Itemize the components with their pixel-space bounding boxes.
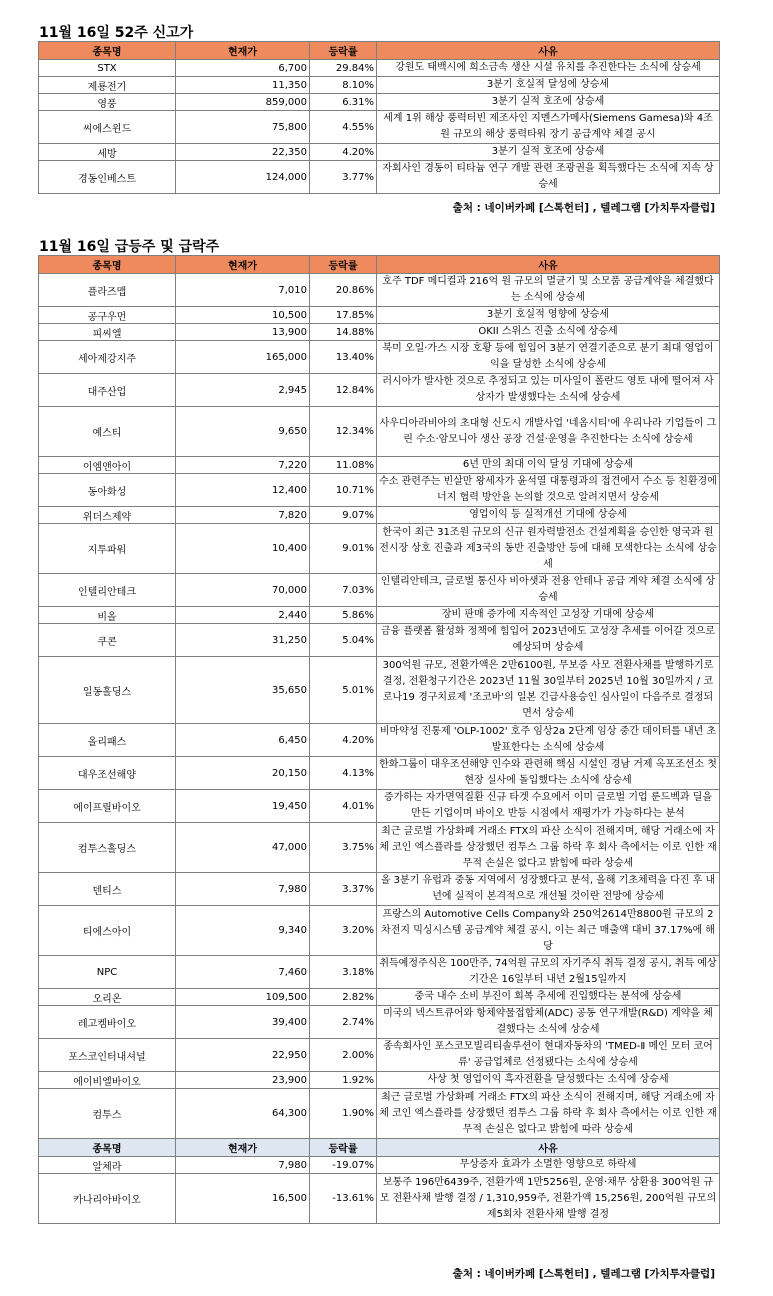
table-row: [39, 474, 720, 507]
table-row: [39, 624, 720, 657]
table-row: [39, 407, 720, 457]
table-row: [39, 757, 720, 790]
change-rate: 3.77%: [310, 161, 377, 194]
header-price: 현재가: [176, 1139, 310, 1157]
current-price: 7,220: [176, 457, 310, 474]
stock-name: 비올: [39, 607, 176, 624]
header-price: 현재가: [176, 42, 310, 60]
reason-text: 3분기 호실적 영향에 상승세: [377, 307, 720, 324]
table-row: [39, 906, 720, 956]
stock-name: STX: [39, 60, 176, 77]
header-reason: 사유: [377, 42, 720, 60]
table-row: [39, 341, 720, 374]
reason-text: 장비 판매 증가에 지속적인 고성장 기대에 상승세: [377, 607, 720, 624]
reason-text: 3분기 실적 호조에 상승세: [377, 144, 720, 161]
header-price: 현재가: [176, 256, 310, 274]
current-price: 16,500: [176, 1174, 310, 1224]
change-rate: 4.55%: [310, 111, 377, 144]
current-price: 19,450: [176, 790, 310, 823]
current-price: 31,250: [176, 624, 310, 657]
table-row: [39, 77, 720, 94]
change-rate: 29.84%: [310, 60, 377, 77]
table-row: [39, 507, 720, 524]
stock-name: NPC: [39, 956, 176, 989]
table-row: [39, 724, 720, 757]
table-row: [39, 1072, 720, 1089]
reason-text: 300억원 규모, 전환가액은 2만6100원, 무보증 사모 전환사채를 발행하기로 결정, 전환청구기간은 2023년 11월 30일부터 2025년 10월 30일까지 / 코로나19 경구치료제 '조코바'의 일본 긴급사용승인 심사일이 다음주로 결정되면서 상승세: [377, 657, 720, 724]
table-row: [39, 524, 720, 574]
table-row: [39, 989, 720, 1006]
current-price: 109,500: [176, 989, 310, 1006]
stock-name: 공구우먼: [39, 307, 176, 324]
change-rate: 9.01%: [310, 524, 377, 574]
reason-text: 세계 1위 해상 풍력터빈 제조사인 지멘스가메사(Siemens Gamesa)와 4조원 규모의 해상 풍력타워 장기 공급계약 체결 공시: [377, 111, 720, 144]
reason-text: 수소 관련주는 빈살만 왕세자가 윤석열 대통령과의 접견에서 수소 등 친환경에너지 협력 방안을 논의할 것으로 알려지면서 상승세: [377, 474, 720, 507]
current-price: 2,440: [176, 607, 310, 624]
stock-name: 위더스제약: [39, 507, 176, 524]
change-rate: 8.10%: [310, 77, 377, 94]
current-price: 39,400: [176, 1006, 310, 1039]
reason-text: 한국이 최근 31조원 규모의 신규 원자력발전소 건설계획을 승인한 영국과 원전시장 상호 진출과 제3국의 동반 진출방안 등에 대해 모색한다는 소식에 상승세: [377, 524, 720, 574]
stock-name: 쿠콘: [39, 624, 176, 657]
table-row: [39, 1006, 720, 1039]
table-row: [39, 374, 720, 407]
stock-name: 컴투스: [39, 1089, 176, 1139]
change-rate: 3.37%: [310, 873, 377, 906]
current-price: 35,650: [176, 657, 310, 724]
reason-text: 프랑스의 Automotive Cells Company와 250억2614만8800원 규모의 2차전지 믹싱시스템 공급계약 체결 공시, 이는 최근 매출액 대비 37.17%에 해당: [377, 906, 720, 956]
reason-text: 북미 오일·가스 시장 호황 등에 힘입어 3분기 연결기준으로 분기 최대 영업이익을 달성한 소식에 상승세: [377, 341, 720, 374]
reason-text: 호주 TDF 메디컬과 216억 원 규모의 멸균기 및 소모품 공급계약을 체결했다는 소식에 상승세: [377, 274, 720, 307]
reason-text: 최근 글로벌 가상화폐 거래소 FTX의 파산 소식이 전해지며, 해당 거래소에 자체 코인 엑스플라를 상장했던 컴투스 그룹 하락 후 회사 측에서는 이로 인한 재무적 손실은 없다고 밝힘에 따라 상승세: [377, 1089, 720, 1139]
change-rate: 4.13%: [310, 757, 377, 790]
reason-text: 올 3분기 유럽과 중동 지역에서 성장했다고 분석, 올해 기초체력을 다진 후 내년에 실적이 본격적으로 개선될 것이란 전망에 상승세: [377, 873, 720, 906]
change-rate: 17.85%: [310, 307, 377, 324]
current-price: 7,980: [176, 1157, 310, 1174]
table-header-row: [39, 42, 720, 60]
current-price: 64,300: [176, 1089, 310, 1139]
section1-title: 11월 16일 52주 신고가: [39, 25, 194, 41]
stock-name: 지투파워: [39, 524, 176, 574]
reason-text: 취득예정주식은 100만주, 74억원 규모의 자기주식 취득 결정 공시, 취득 예상기간은 16일부터 내년 2월15일까지: [377, 956, 720, 989]
reason-text: 사상 첫 영업이익 흑자전환을 달성했다는 소식에 상승세: [377, 1072, 720, 1089]
change-rate: 4.01%: [310, 790, 377, 823]
stock-name: 오리온: [39, 989, 176, 1006]
current-price: 2,945: [176, 374, 310, 407]
reason-text: 종속회사인 포스코모빌리티솔루션이 현대자동차의 'TMED-Ⅱ 메인 모터 코어류' 공급업체로 선정됐다는 소식에 상승세: [377, 1039, 720, 1072]
table-row: [39, 956, 720, 989]
current-price: 70,000: [176, 574, 310, 607]
stock-name: 컴투스홀딩스: [39, 823, 176, 873]
table-row: [39, 574, 720, 607]
fall-header-row: [39, 1139, 720, 1157]
change-rate: 4.20%: [310, 724, 377, 757]
header-change: 등락률: [310, 42, 377, 60]
stock-name: 세방: [39, 144, 176, 161]
current-price: 6,700: [176, 60, 310, 77]
stock-name: 카나리아바이오: [39, 1174, 176, 1224]
source-note-1: 출처 : 네이버카페 [스톡헌터] , 텔레그램 [가치투자클럽]: [452, 202, 715, 214]
stock-name: 제룡전기: [39, 77, 176, 94]
stock-name: 예스티: [39, 407, 176, 457]
table-row: [39, 94, 720, 111]
change-rate: 12.34%: [310, 407, 377, 457]
stock-name: 세아제강지주: [39, 341, 176, 374]
table-row: [39, 144, 720, 161]
stock-name: 알체라: [39, 1157, 176, 1174]
current-price: 13,900: [176, 324, 310, 341]
header-change: 등락률: [310, 1139, 377, 1157]
stock-name: 에이프릴바이오: [39, 790, 176, 823]
reason-text: 인텔리안테크, 글로벌 통신사 비아샛과 전용 안테나 공급 계약 체결 소식에 상승세: [377, 574, 720, 607]
current-price: 7,980: [176, 873, 310, 906]
stock-name: 올리패스: [39, 724, 176, 757]
change-rate: 5.86%: [310, 607, 377, 624]
change-rate: 1.90%: [310, 1089, 377, 1139]
current-price: 6,450: [176, 724, 310, 757]
stock-name: 덴티스: [39, 873, 176, 906]
stock-name: 포스코인터내셔널: [39, 1039, 176, 1072]
current-price: 7,010: [176, 274, 310, 307]
reason-text: 한화그룹이 대우조선해양 인수와 관련해 핵심 시설인 경남 거제 옥포조선소 첫 현장 실사에 돌입했다는 소식에 상승세: [377, 757, 720, 790]
current-price: 7,820: [176, 507, 310, 524]
current-price: 859,000: [176, 94, 310, 111]
reason-text: 3분기 실적 호조에 상승세: [377, 94, 720, 111]
reason-text: 6년 만의 최대 이익 달성 기대에 상승세: [377, 457, 720, 474]
change-rate: 3.20%: [310, 906, 377, 956]
table-row: [39, 823, 720, 873]
table-row: [39, 790, 720, 823]
change-rate: 10.71%: [310, 474, 377, 507]
current-price: 47,000: [176, 823, 310, 873]
current-price: 12,400: [176, 474, 310, 507]
change-rate: 7.03%: [310, 574, 377, 607]
table-row: [39, 324, 720, 341]
header-name: 종목명: [39, 256, 176, 274]
reason-text: 미국의 넥스트큐어와 항체약물접합체(ADC) 공동 연구개발(R&D) 계약을 체결했다는 소식에 상승세: [377, 1006, 720, 1039]
stock-name: 동아화성: [39, 474, 176, 507]
reason-text: 최근 글로벌 가상화폐 거래소 FTX의 파산 소식이 전해지며, 해당 거래소에 자체 코인 엑스플라를 상장했던 컴투스 그룹 하락 후 회사 측에서는 이로 인한 재무적 손실은 없다고 밝힘에 따라 상승세: [377, 823, 720, 873]
stock-name: 레고켐바이오: [39, 1006, 176, 1039]
change-rate: 5.01%: [310, 657, 377, 724]
change-rate: 9.07%: [310, 507, 377, 524]
change-rate: 20.86%: [310, 274, 377, 307]
stock-name: 이엠앤아이: [39, 457, 176, 474]
stock-name: 대우조선해양: [39, 757, 176, 790]
change-rate: -19.07%: [310, 1157, 377, 1174]
table-row: [39, 457, 720, 474]
change-rate: 2.82%: [310, 989, 377, 1006]
change-rate: 6.31%: [310, 94, 377, 111]
change-rate: 2.74%: [310, 1006, 377, 1039]
section2-title: 11월 16일 급등주 및 급락주: [39, 239, 220, 255]
stock-name: 경동인베스트: [39, 161, 176, 194]
table-row: [39, 607, 720, 624]
surge-table: [38, 255, 720, 1224]
table-row: [39, 1089, 720, 1139]
header-reason: 사유: [377, 256, 720, 274]
header-change: 등락률: [310, 256, 377, 274]
stock-name: 씨에스윈드: [39, 111, 176, 144]
current-price: 11,350: [176, 77, 310, 94]
new-high-table: [38, 41, 720, 194]
change-rate: 4.20%: [310, 144, 377, 161]
stock-name: 대주산업: [39, 374, 176, 407]
stock-name: 에이비엘바이오: [39, 1072, 176, 1089]
reason-text: OKII 스위스 진출 소식에 상승세: [377, 324, 720, 341]
table-header-row: [39, 256, 720, 274]
change-rate: 2.00%: [310, 1039, 377, 1072]
change-rate: 1.92%: [310, 1072, 377, 1089]
table-row: [39, 1174, 720, 1224]
source-note-2: 출처 : 네이버카페 [스톡헌터] , 텔레그램 [가치투자클럽]: [452, 1268, 715, 1280]
reason-text: 무상증자 효과가 소멸한 영향으로 하락세: [377, 1157, 720, 1174]
header-name: 종목명: [39, 1139, 176, 1157]
current-price: 22,350: [176, 144, 310, 161]
reason-text: 강원도 태백시에 희소금속 생산 시설 유치를 추진한다는 소식에 상승세: [377, 60, 720, 77]
reason-text: 사우디아라비아의 초대형 신도시 개발사업 '네옴시티'에 우리나라 기업들이 그린 수소·암모니아 생산 공장 건설·운영을 추진한다는 소식에 상승세: [377, 407, 720, 457]
stock-name: 피씨엘: [39, 324, 176, 341]
reason-text: 3분기 호실적 달성에 상승세: [377, 77, 720, 94]
current-price: 10,400: [176, 524, 310, 574]
stock-name: 티에스아이: [39, 906, 176, 956]
change-rate: 13.40%: [310, 341, 377, 374]
table-row: [39, 60, 720, 77]
reason-text: 보통주 196만6439주, 전환가액 1만5256원, 운영·채무 상환용 300억원 규모 전환사채 발행 결정 / 1,310,959주, 전환가액 15,256원, 200억원 규모의 제5회차 전환사채 발행 결정: [377, 1174, 720, 1224]
header-name: 종목명: [39, 42, 176, 60]
table-row: [39, 307, 720, 324]
current-price: 9,650: [176, 407, 310, 457]
table-row: [39, 161, 720, 194]
current-price: 10,500: [176, 307, 310, 324]
reason-text: 중국 내수 소비 부진이 회복 추세에 진입했다는 분석에 상승세: [377, 989, 720, 1006]
header-reason: 사유: [377, 1139, 720, 1157]
stock-name: 플라즈맵: [39, 274, 176, 307]
current-price: 20,150: [176, 757, 310, 790]
current-price: 165,000: [176, 341, 310, 374]
change-rate: 12.84%: [310, 374, 377, 407]
change-rate: 5.04%: [310, 624, 377, 657]
reason-text: 비마약성 진통제 'OLP-1002' 호주 임상2a 2단계 임상 중간 데이터를 내년 초 발표한다는 소식에 상승세: [377, 724, 720, 757]
stock-name: 영풍: [39, 94, 176, 111]
current-price: 7,460: [176, 956, 310, 989]
table-row: [39, 274, 720, 307]
change-rate: -13.61%: [310, 1174, 377, 1224]
reason-text: 증가하는 자가면역질환 신규 타겟 수요에서 이미 글로벌 기업 룬드벡과 딜을 만든 기업이며 바이오 반등 시점에서 재평가가 가능하다는 분석: [377, 790, 720, 823]
current-price: 9,340: [176, 906, 310, 956]
change-rate: 11.08%: [310, 457, 377, 474]
stock-name: 인텔리안테크: [39, 574, 176, 607]
change-rate: 14.88%: [310, 324, 377, 341]
table-row: [39, 111, 720, 144]
change-rate: 3.75%: [310, 823, 377, 873]
change-rate: 3.18%: [310, 956, 377, 989]
table-row: [39, 873, 720, 906]
stock-name: 일동홀딩스: [39, 657, 176, 724]
reason-text: 러시아가 발사한 것으로 추정되고 있는 미사일이 폴란드 영토 내에 떨어져 사상자가 발생했다는 소식에 상승세: [377, 374, 720, 407]
table-row: [39, 1157, 720, 1174]
reason-text: 금융 플랫폼 활성화 정책에 힘입어 2023년에도 고성장 추세를 이어갈 것으로 예상되며 상승세: [377, 624, 720, 657]
current-price: 23,900: [176, 1072, 310, 1089]
table-row: [39, 1039, 720, 1072]
reason-text: 영업이익 등 실적개선 기대에 상승세: [377, 507, 720, 524]
current-price: 75,800: [176, 111, 310, 144]
current-price: 22,950: [176, 1039, 310, 1072]
table-row: [39, 657, 720, 724]
reason-text: 자회사인 경동이 티타늄 연구 개발 관련 조광권을 획득했다는 소식에 지속 상승세: [377, 161, 720, 194]
current-price: 124,000: [176, 161, 310, 194]
